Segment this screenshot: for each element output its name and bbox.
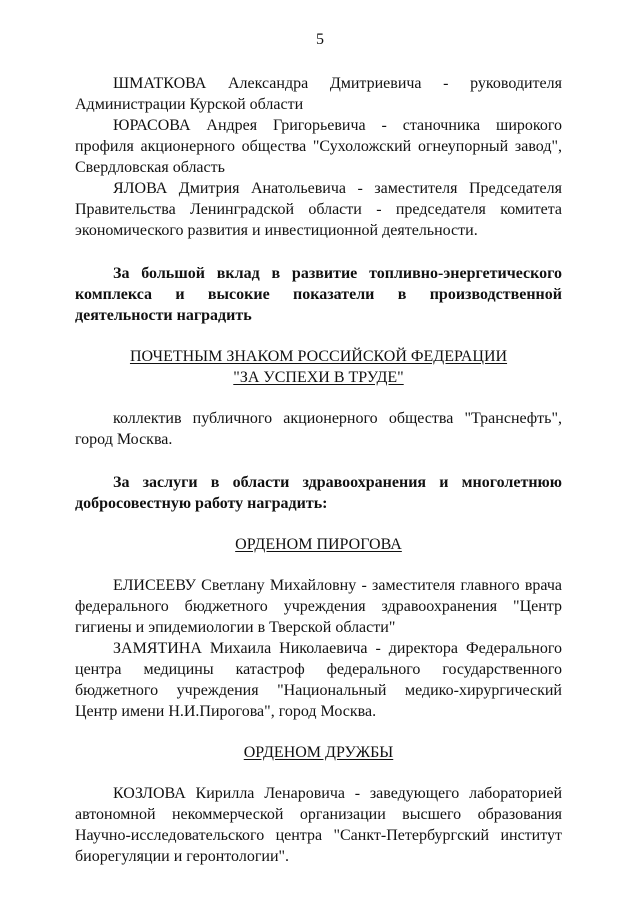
award-title: ОРДЕНОМ ПИРОГОВА [235,536,402,553]
awardee-entry: ЕЛИСЕЕВУ Светлану Михайловну - заместителя главного врача федерального бюджетного учреждения здравоохранения "Центр гигиены и эпидемиологии в Тверской области" [75,577,562,636]
awardee-entry: ЮРАСОВА Андрея Григорьевича - станочника широкого профиля акционерного общества "Сухоложский огнеупорный завод", Свердловская область [75,117,562,176]
award-title: "ЗА УСПЕХИ В ТРУДЕ" [233,369,404,386]
award-reason: За заслуги в области здравоохранения и многолетнюю добросовестную работу наградить: [75,474,562,512]
award-title: ПОЧЕТНЫМ ЗНАКОМ РОССИЙСКОЙ ФЕДЕРАЦИИ [129,348,508,365]
awardee-entry: КОЗЛОВА Кирилла Ленаровича - заведующего лабораторией автономной некоммерческой организации высшего образования Научно-исследовательского центра "Санкт-Петербургский институт биорегуляции и геронтологии". [75,785,562,865]
awardee-entry: коллектив публичного акционерного общества "Транснефть", город Москва. [75,410,562,448]
award-reason: За большой вклад в развитие топливно-энергетического комплекса и высокие показатели в производственной деятельности наградить [75,265,562,324]
awardee-entry: ЗАМЯТИНА Михаила Николаевича - директора Федерального центра медицины катастроф федерального государственного бюджетного учреждения "Национальный медико-хирургический Центр имени Н.И.Пирогова", город Москва. [75,640,562,720]
document-body [75,73,562,867]
awardee-entry: ЯЛОВА Дмитрия Анатольевича - заместителя Председателя Правительства Ленинградской области - председателя комитета экономического развития и инвестиционной деятельности. [75,180,562,239]
page-number: 5 [316,31,324,48]
award-title: ОРДЕНОМ ДРУЖБЫ [243,744,394,761]
awardee-entry: ШМАТКОВА Александра Дмитриевича - руководителя Администрации Курской области [75,75,562,113]
